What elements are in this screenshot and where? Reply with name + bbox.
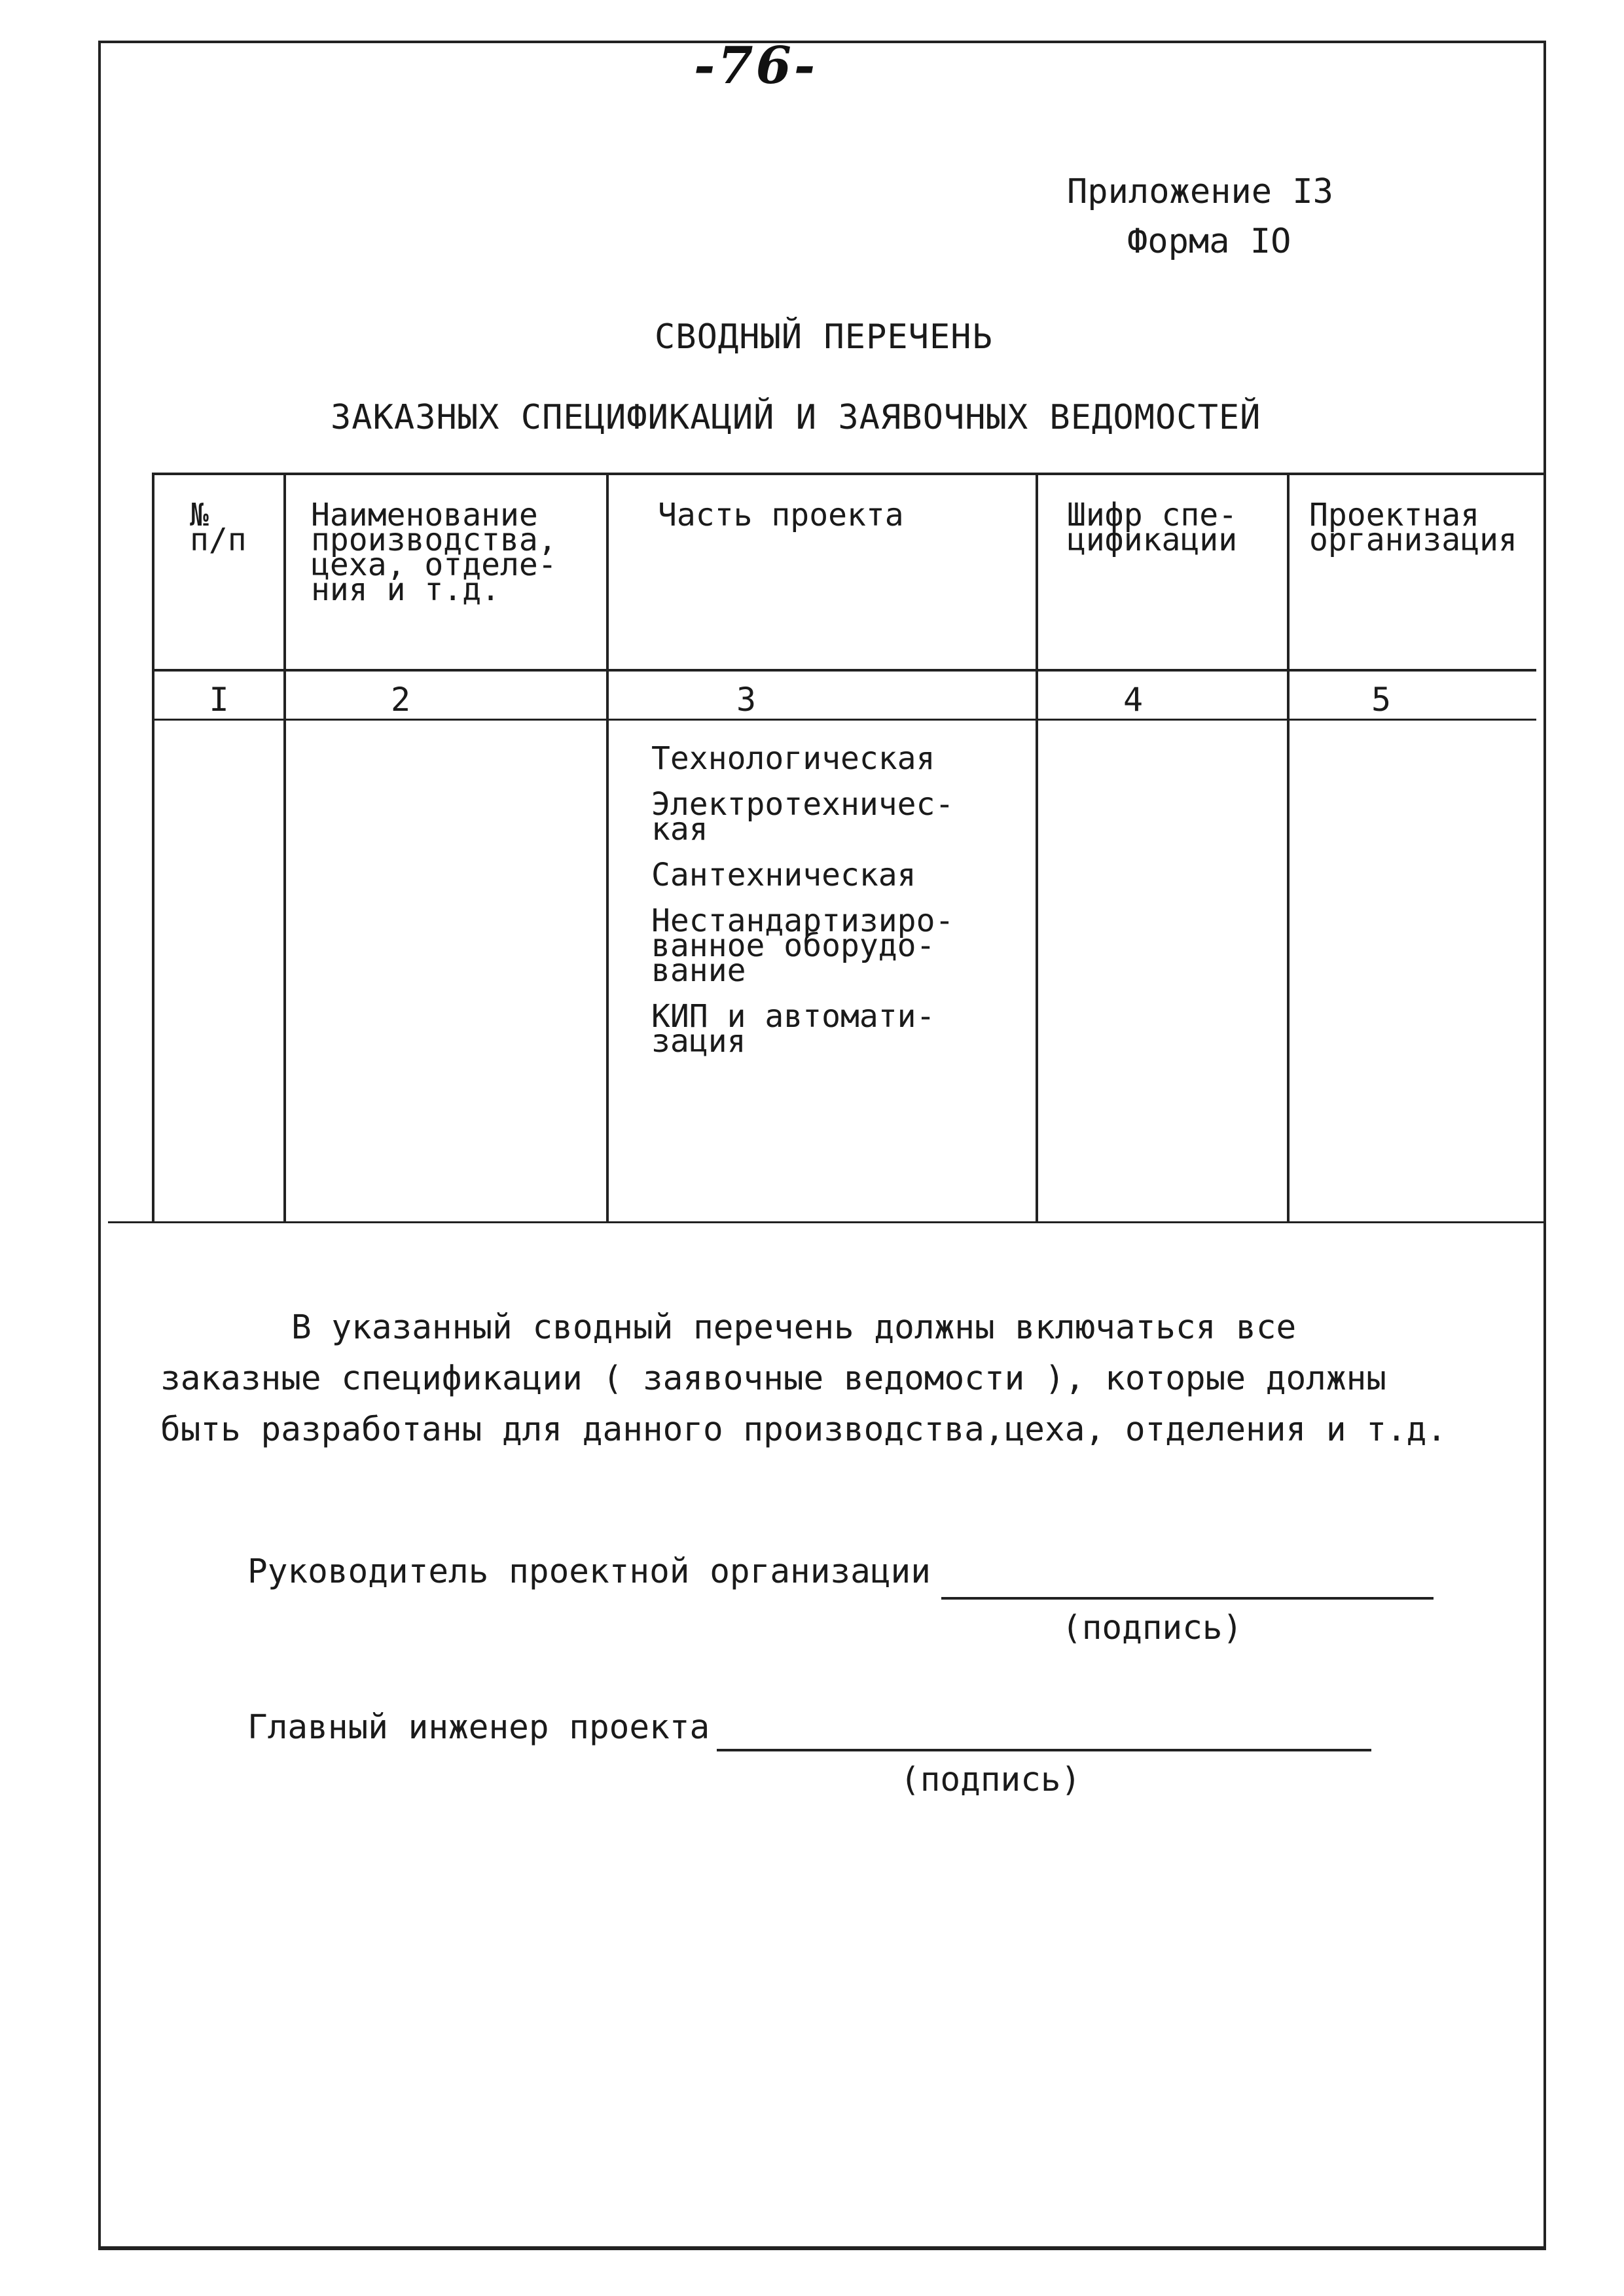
head-signature-line xyxy=(941,1597,1434,1600)
table-col-line-2 xyxy=(606,473,609,1221)
head-signature-label: Руководитель проектной организации xyxy=(247,1552,931,1591)
project-part-item: Технологическая xyxy=(651,740,935,777)
project-parts-list xyxy=(651,740,954,1075)
table-top-border xyxy=(152,473,1546,475)
header-number: № п/п xyxy=(190,497,247,558)
table-numbers-divider xyxy=(152,719,1536,721)
page-number: -76- xyxy=(694,36,818,96)
engineer-signature-line xyxy=(717,1749,1371,1751)
header-design-org: Проектная организация xyxy=(1309,497,1517,558)
page-frame xyxy=(98,41,1546,2250)
project-part-item: Электротехничес- кая xyxy=(651,786,954,848)
table-col-line-0 xyxy=(152,473,154,1221)
appendix-block xyxy=(1067,167,1333,266)
document-title: СВОДНЫЙ ПЕРЕЧЕНЬ xyxy=(655,317,993,357)
document-subtitle: ЗАКАЗНЫХ СПЕЦИФИКАЦИЙ И ЗАЯВОЧНЫХ ВЕДОМОСТЕЙ xyxy=(331,398,1261,437)
column-number-1: I xyxy=(209,681,229,719)
form-number: Форма IO xyxy=(1127,222,1291,261)
column-number-5: 5 xyxy=(1371,681,1392,719)
instruction-note: В указанный сводный перечень должны включаться все заказные спецификации ( заявочные ведомости ), которые должны быть разработаны для данного производства,цеха, отделения и т.д. xyxy=(160,1308,1447,1449)
appendix-number: Приложение I3 xyxy=(1067,172,1333,211)
column-number-2: 2 xyxy=(390,681,411,719)
column-number-4: 4 xyxy=(1123,681,1144,719)
engineer-signature-label: Главный инженер проекта xyxy=(247,1708,710,1747)
engineer-signature-caption: (подпись) xyxy=(900,1761,1081,1799)
project-part-item: КИП и автомати- зация xyxy=(651,998,935,1060)
project-part-item: Нестандартизиро- ванное оборудо- вание xyxy=(651,903,954,989)
table-col-line-4 xyxy=(1287,473,1290,1221)
header-spec-code: Шифр спе- цификации xyxy=(1067,497,1238,558)
head-signature-caption: (подпись) xyxy=(1062,1609,1243,1647)
table-header-divider xyxy=(152,669,1536,672)
table-col-line-3 xyxy=(1036,473,1038,1221)
table-bottom-border xyxy=(108,1221,1546,1223)
project-part-item: Сантехническая xyxy=(651,857,916,893)
table-col-line-1 xyxy=(283,473,286,1221)
header-project-part: Часть проекта xyxy=(658,497,904,533)
column-number-3: 3 xyxy=(736,681,757,719)
header-production-name: Наименование производства, цеха, отделе- ния и т.д. xyxy=(311,497,557,608)
